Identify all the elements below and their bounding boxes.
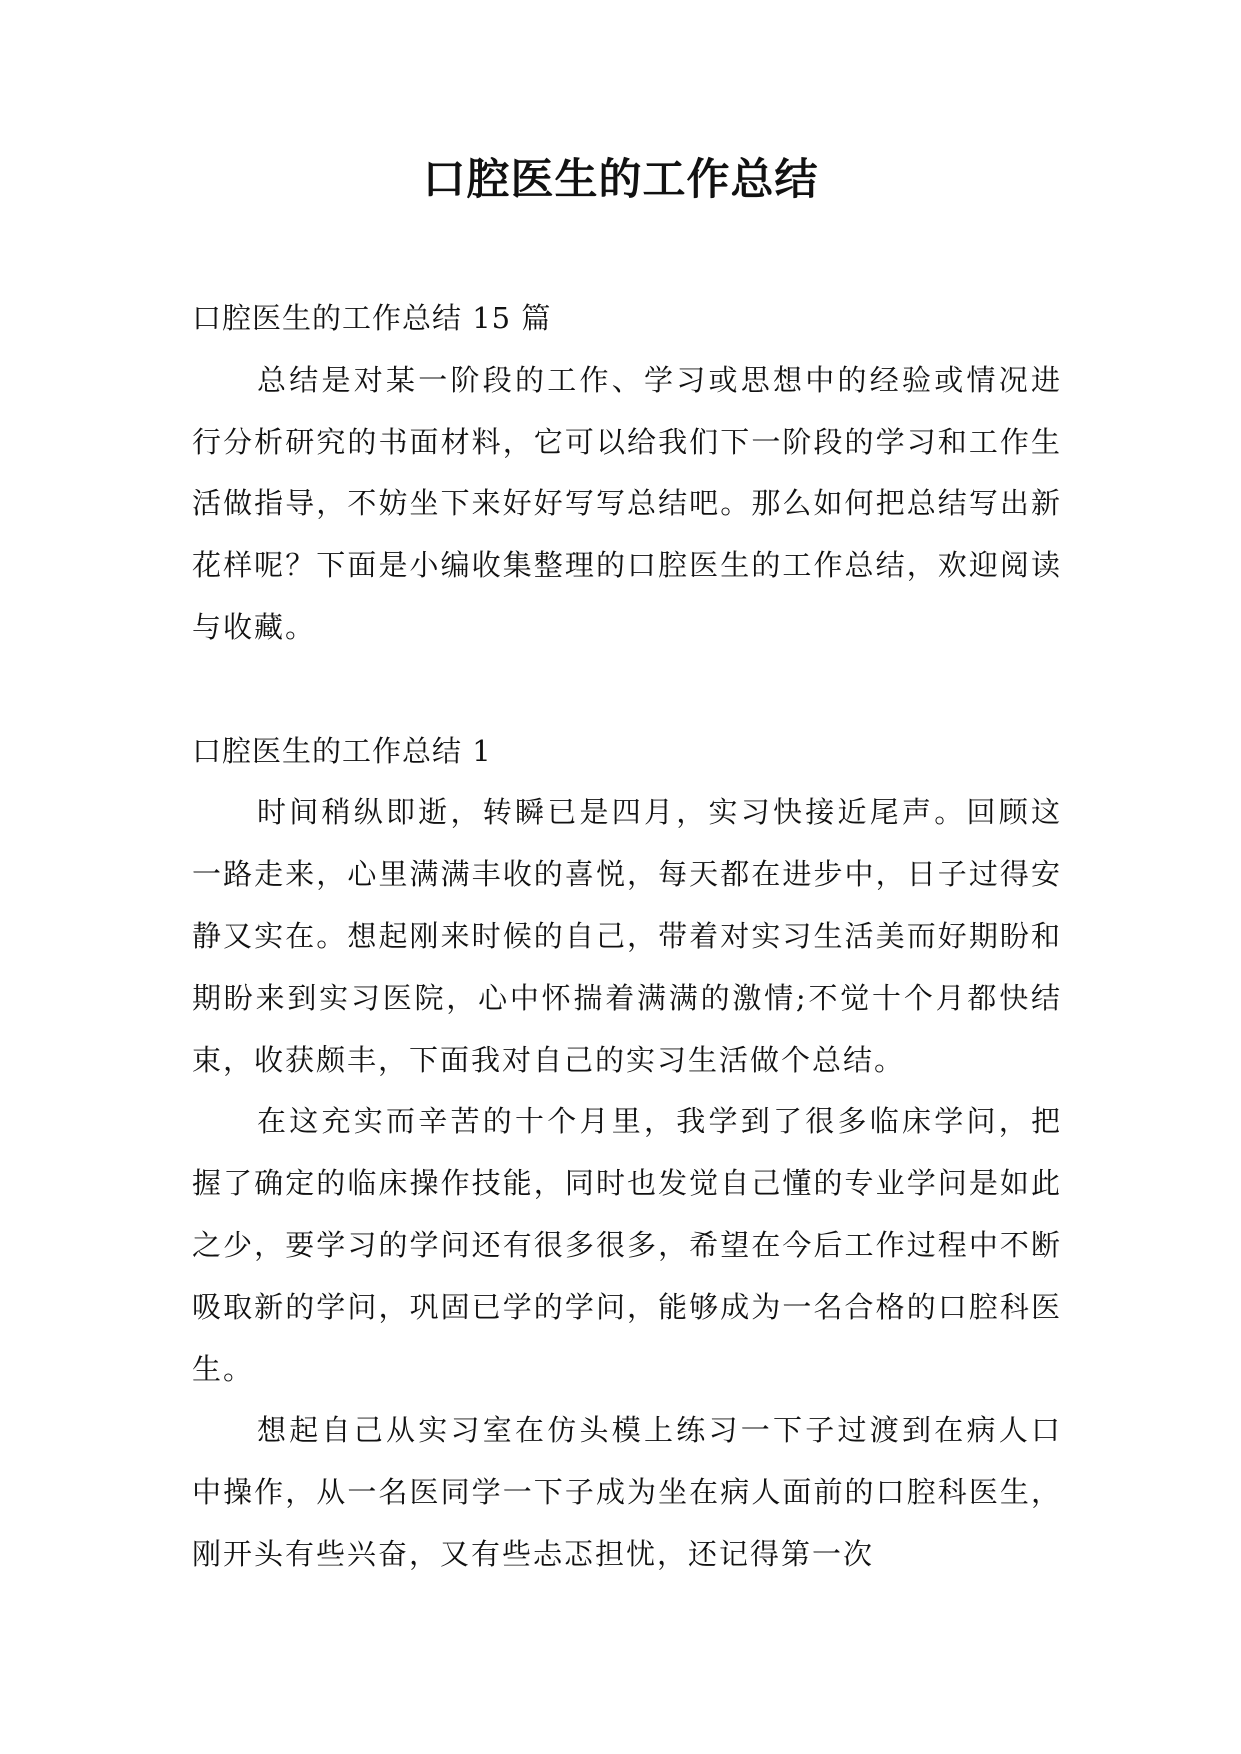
section-spacer (192, 659, 1062, 721)
section-heading: 口腔医生的工作总结 1 (192, 733, 492, 768)
collection-heading: 口腔医生的工作总结 15 篇 (192, 301, 552, 335)
document-title: 口腔医生的工作总结 (422, 155, 819, 205)
intro-paragraph: 总结是对某一阶段的工作、学习或思想中的经验或情况进行分析研究的书面材料，它可以给我们下一阶段的学习和工作生活做指导，不妨坐下来好好写写总结吧。那么如何把总结写出新花样呢？下面是小编收集整理的口腔医生的工作总结，欢迎阅读与收藏。 (192, 362, 1062, 644)
body-paragraph-2: 在这充实而辛苦的十个月里，我学到了很多临床学问，把握了确定的临床操作技能，同时也发觉自己懂的专业学问是如此之少，要学习的学问还有很多很多，希望在今后工作过程中不断吸取新的学问，巩固已学的学问，能够成为一名合格的口腔科医生。 (192, 1104, 1062, 1386)
body-paragraph-1: 时间稍纵即逝，转瞬已是四月，实习快接近尾声。回顾这一路走来，心里满满丰收的喜悦，每天都在进步中，日子过得安静又实在。想起刚来时候的自己，带着对实习生活美而好期盼和期盼来到实习医院，心中怀揣着满满的激情;不觉十个月都快结束，收获颇丰，下面我对自己的实习生活做个总结。 (192, 795, 1062, 1077)
document-body (192, 288, 1062, 1586)
body-paragraph-3: 想起自己从实习室在仿头模上练习一下子过渡到在病人口中操作，从一名医同学一下子成为坐在病人面前的口腔科医生，刚开头有些兴奋，又有些忐忑担忧，还记得第一次 (192, 1413, 1062, 1571)
